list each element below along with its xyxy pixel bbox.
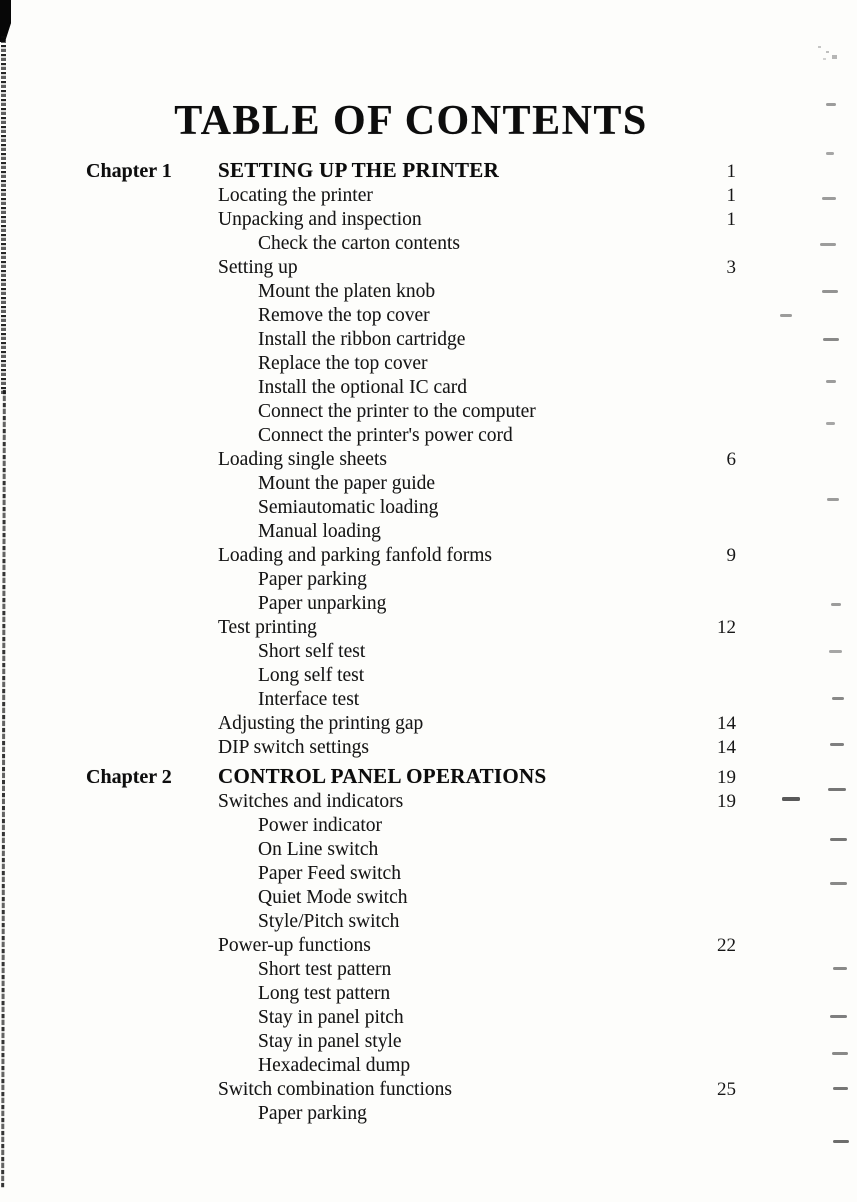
page-number: 25: [717, 1079, 736, 1100]
toc-entry-row: [86, 545, 736, 569]
page-number: 9: [726, 545, 736, 566]
scan-dash-artifact: [828, 788, 846, 791]
toc-entry-row: [86, 1031, 736, 1055]
toc-entry-row: [86, 641, 736, 665]
toc-entry-row: [86, 569, 736, 593]
toc-entry-text: Check the carton contents: [258, 233, 460, 254]
scan-dash-artifact: [823, 338, 839, 341]
scan-binding-artifact: [1, 36, 6, 396]
toc-entry-text: Short self test: [258, 641, 366, 662]
toc-entry-row: [86, 911, 736, 935]
page-number: 1: [726, 161, 736, 182]
toc-entry-row: [86, 593, 736, 617]
toc-entry-row: [86, 1103, 736, 1127]
toc-entry-text: Long self test: [258, 665, 365, 686]
toc-entry-text: Hexadecimal dump: [258, 1055, 411, 1076]
scan-dash-artifact: [831, 603, 841, 606]
toc-entry-text: Locating the printer: [218, 185, 373, 206]
scan-dash-artifact: [829, 650, 842, 653]
page-number: 19: [717, 791, 736, 812]
page-number: 12: [717, 617, 736, 638]
toc-entry-text: Paper parking: [258, 569, 367, 590]
toc-entry-row: [86, 1007, 736, 1031]
scan-dash-artifact: [830, 838, 847, 841]
toc-entry-row: [86, 329, 736, 353]
toc-entry-row: [86, 935, 736, 959]
toc-entry-text: Style/Pitch switch: [258, 911, 400, 932]
toc-entry-row: [86, 617, 736, 641]
toc-entry-row: [86, 1055, 736, 1079]
toc-entry-row: [86, 377, 736, 401]
scan-dash-artifact: [826, 380, 836, 383]
page-title: TABLE OF CONTENTS: [174, 98, 648, 144]
toc-entry-text: Loading single sheets: [218, 449, 387, 470]
scan-dash-artifact: [833, 1087, 848, 1090]
toc-entry-row: [86, 713, 736, 737]
toc-entry-row: [86, 233, 736, 257]
page-number: 19: [717, 767, 736, 788]
chapter-heading-row: [86, 764, 736, 791]
toc-entry-row: [86, 425, 736, 449]
toc-entry-text: Mount the paper guide: [258, 473, 436, 494]
scan-dash-artifact: [833, 1140, 849, 1143]
page-number: 6: [726, 449, 736, 470]
toc-entry-row: [86, 863, 736, 887]
page-number: 1: [726, 209, 736, 230]
scan-dash-artifact: [830, 1015, 847, 1018]
toc-entry-text: Short test pattern: [258, 959, 392, 980]
toc-entry-row: [86, 257, 736, 281]
toc-entry-text: Install the ribbon cartridge: [258, 329, 466, 350]
toc-entry-text: Remove the top cover: [258, 305, 430, 326]
toc-entry-row: [86, 791, 736, 815]
toc-entry-text: Long test pattern: [258, 983, 391, 1004]
scan-dash-artifact: [826, 422, 835, 425]
toc-entry-row: [86, 689, 736, 713]
toc-entry-row: [86, 521, 736, 545]
scan-dash-artifact: [830, 743, 844, 746]
scan-dash-artifact: [833, 967, 847, 970]
page-number: 3: [726, 257, 736, 278]
scan-dash-artifact: [820, 243, 836, 246]
toc-entry-row: [86, 353, 736, 377]
toc-entry-text: Mount the platen knob: [258, 281, 436, 302]
toc-entry-text: Connect the printer's power cord: [258, 425, 513, 446]
page-number: 22: [717, 935, 736, 956]
toc-entry-text: On Line switch: [258, 839, 379, 860]
toc-entry-text: Stay in panel style: [258, 1031, 402, 1052]
chapter-label: Chapter 2: [86, 766, 172, 788]
toc-entry-text: Stay in panel pitch: [258, 1007, 404, 1028]
toc-entry-text: Paper unparking: [258, 593, 387, 614]
toc-entry-text: Switch combination functions: [218, 1079, 452, 1100]
scan-dash-artifact: [822, 197, 836, 200]
toc-entry-text: Setting up: [218, 257, 298, 278]
scan-dash-artifact: [826, 152, 834, 155]
chapter-heading-row: [86, 158, 736, 185]
toc-entry-row: [86, 1079, 736, 1103]
toc-entry-text: Power indicator: [258, 815, 383, 836]
toc-entry-row: [86, 401, 736, 425]
page-number: 1: [726, 185, 736, 206]
toc-entry-text: DIP switch settings: [218, 737, 369, 758]
scan-dash-artifact: [827, 498, 839, 501]
toc-entry-row: [86, 959, 736, 983]
table-of-contents: [86, 158, 736, 1127]
page-number: 14: [717, 737, 736, 758]
toc-entry-row: [86, 449, 736, 473]
toc-entry-row: [86, 497, 736, 521]
toc-entry-row: [86, 737, 736, 761]
page-number: 14: [717, 713, 736, 734]
scan-binding-artifact: [1, 390, 6, 1188]
scan-dash-artifact: [826, 103, 836, 106]
toc-entry-text: Paper Feed switch: [258, 863, 401, 884]
toc-entry-text: Connect the printer to the computer: [258, 401, 536, 422]
toc-entry-row: [86, 983, 736, 1007]
toc-entry-text: Install the optional IC card: [258, 377, 468, 398]
toc-entry-text: Unpacking and inspection: [218, 209, 422, 230]
scan-dash-artifact: [822, 290, 838, 293]
toc-entry-row: [86, 185, 736, 209]
toc-entry-text: Interface test: [258, 689, 360, 710]
toc-entry-text: Test printing: [218, 617, 317, 638]
toc-entry-row: [86, 887, 736, 911]
scan-dash-artifact: [780, 314, 792, 317]
toc-entry-row: [86, 665, 736, 689]
toc-entry-text: Manual loading: [258, 521, 381, 542]
scan-smudge-artifact: [816, 44, 842, 64]
toc-entry-text: Semiautomatic loading: [258, 497, 439, 518]
toc-entry-row: [86, 815, 736, 839]
toc-entry-row: [86, 839, 736, 863]
chapter-heading: CONTROL PANEL OPERATIONS: [218, 764, 547, 788]
toc-entry-text: Paper parking: [258, 1103, 367, 1124]
toc-entry-row: [86, 209, 736, 233]
toc-entry-row: [86, 281, 736, 305]
toc-entry-text: Loading and parking fanfold forms: [218, 545, 493, 566]
scan-dash-artifact: [782, 797, 800, 801]
toc-entry-text: Quiet Mode switch: [258, 887, 408, 908]
chapter-heading: SETTING UP THE PRINTER: [218, 158, 500, 182]
toc-entry-text: Switches and indicators: [218, 791, 404, 812]
page-content: [86, 98, 736, 1127]
scan-dash-artifact: [830, 882, 847, 885]
toc-entry-text: Power-up functions: [218, 935, 371, 956]
toc-entry-text: Adjusting the printing gap: [218, 713, 424, 734]
scan-dash-artifact: [832, 697, 844, 700]
scan-dash-artifact: [832, 1052, 848, 1055]
chapter-label: Chapter 1: [86, 160, 172, 182]
toc-entry-row: [86, 473, 736, 497]
toc-entry-text: Replace the top cover: [258, 353, 428, 374]
toc-entry-row: [86, 305, 736, 329]
